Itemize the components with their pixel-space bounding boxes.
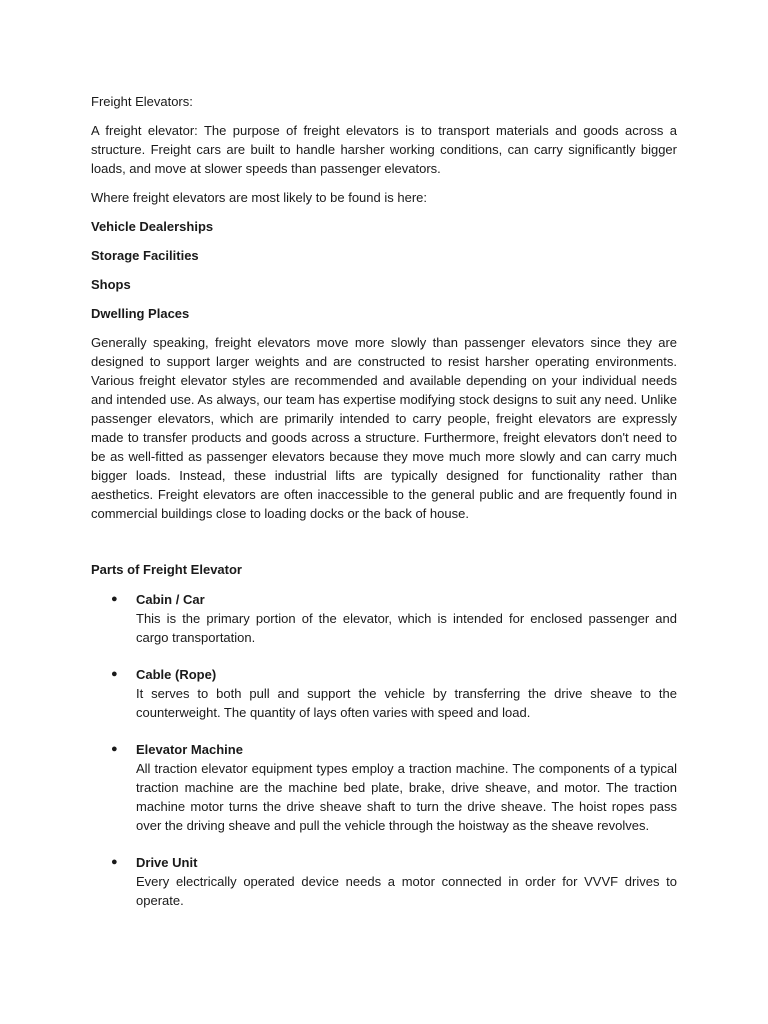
part-title: Cable (Rope) [136, 667, 217, 682]
part-description: All traction elevator equipment types employ a traction machine. The components of a typical traction machine are the machine bed plate, brake, drive sheave, and motor. The traction machine motor turns the drive sheave shaft to turn the drive sheave. The hoist ropes pass over the driving sheave and pull the vehicle through the hoistway as the sheave revolves. [136, 761, 677, 833]
part-title: Drive Unit [136, 855, 198, 870]
body-paragraph: Generally speaking, freight elevators move more slowly than passenger elevators since they are designed to support larger weights and are constructed to resist harsher operating environments. Various freight elevator styles are recommended and available depending on your individual needs and intended use. As always, our team has expertise modifying stock designs to suit any need. Unlike passenger elevators, which are primarily intended to carry people, freight elevators are expressly made to transfer products and goods across a structure. Furthermore, freight elevators don't need to be as well-fitted as passenger elevators because they move much more slowly and can carry much bigger loads. Instead, these industrial lifts are typically designed for functionality rather than aesthetics. Freight elevators are often inaccessible to the general public and are frequently found in commercial buildings close to loading docks or the back of house. [91, 335, 677, 521]
part-description: This is the primary portion of the elevator, which is intended for enclosed passenger and cargo transportation. [136, 611, 677, 645]
part-item-drive [91, 853, 677, 910]
bullet-icon: ● [111, 668, 118, 680]
bullet-icon: ● [111, 743, 118, 755]
part-title: Elevator Machine [136, 742, 243, 757]
part-item-cabin [91, 590, 677, 647]
document-content [91, 92, 677, 928]
document-title: Freight Elevators: [91, 94, 193, 109]
location-item: Vehicle Dealerships [91, 219, 214, 234]
intro-paragraph: A freight elevator: The purpose of freight elevators is to transport materials and goods across a structure. Freight cars are built to handle harsher working conditions, can carry significantly bigger loads, and move at slower speeds than passenger elevators. [91, 123, 677, 176]
location-item: Dwelling Places [91, 306, 190, 321]
part-item-machine [91, 740, 677, 835]
part-description: Every electrically operated device needs a motor connected in order for VVVF drives to operate. [136, 874, 677, 908]
parts-list [91, 590, 677, 910]
parts-heading: Parts of Freight Elevator [91, 562, 242, 577]
location-item: Shops [91, 277, 131, 292]
part-description: It serves to both pull and support the vehicle by transferring the drive sheave to the counterweight. The quantity of lays often varies with speed and load. [136, 686, 677, 720]
part-item-cable [91, 665, 677, 722]
bullet-icon: ● [111, 593, 118, 605]
part-title: Cabin / Car [136, 592, 205, 607]
locations-intro: Where freight elevators are most likely to be found is here: [91, 190, 427, 205]
bullet-icon: ● [111, 856, 118, 868]
location-item: Storage Facilities [91, 248, 199, 263]
